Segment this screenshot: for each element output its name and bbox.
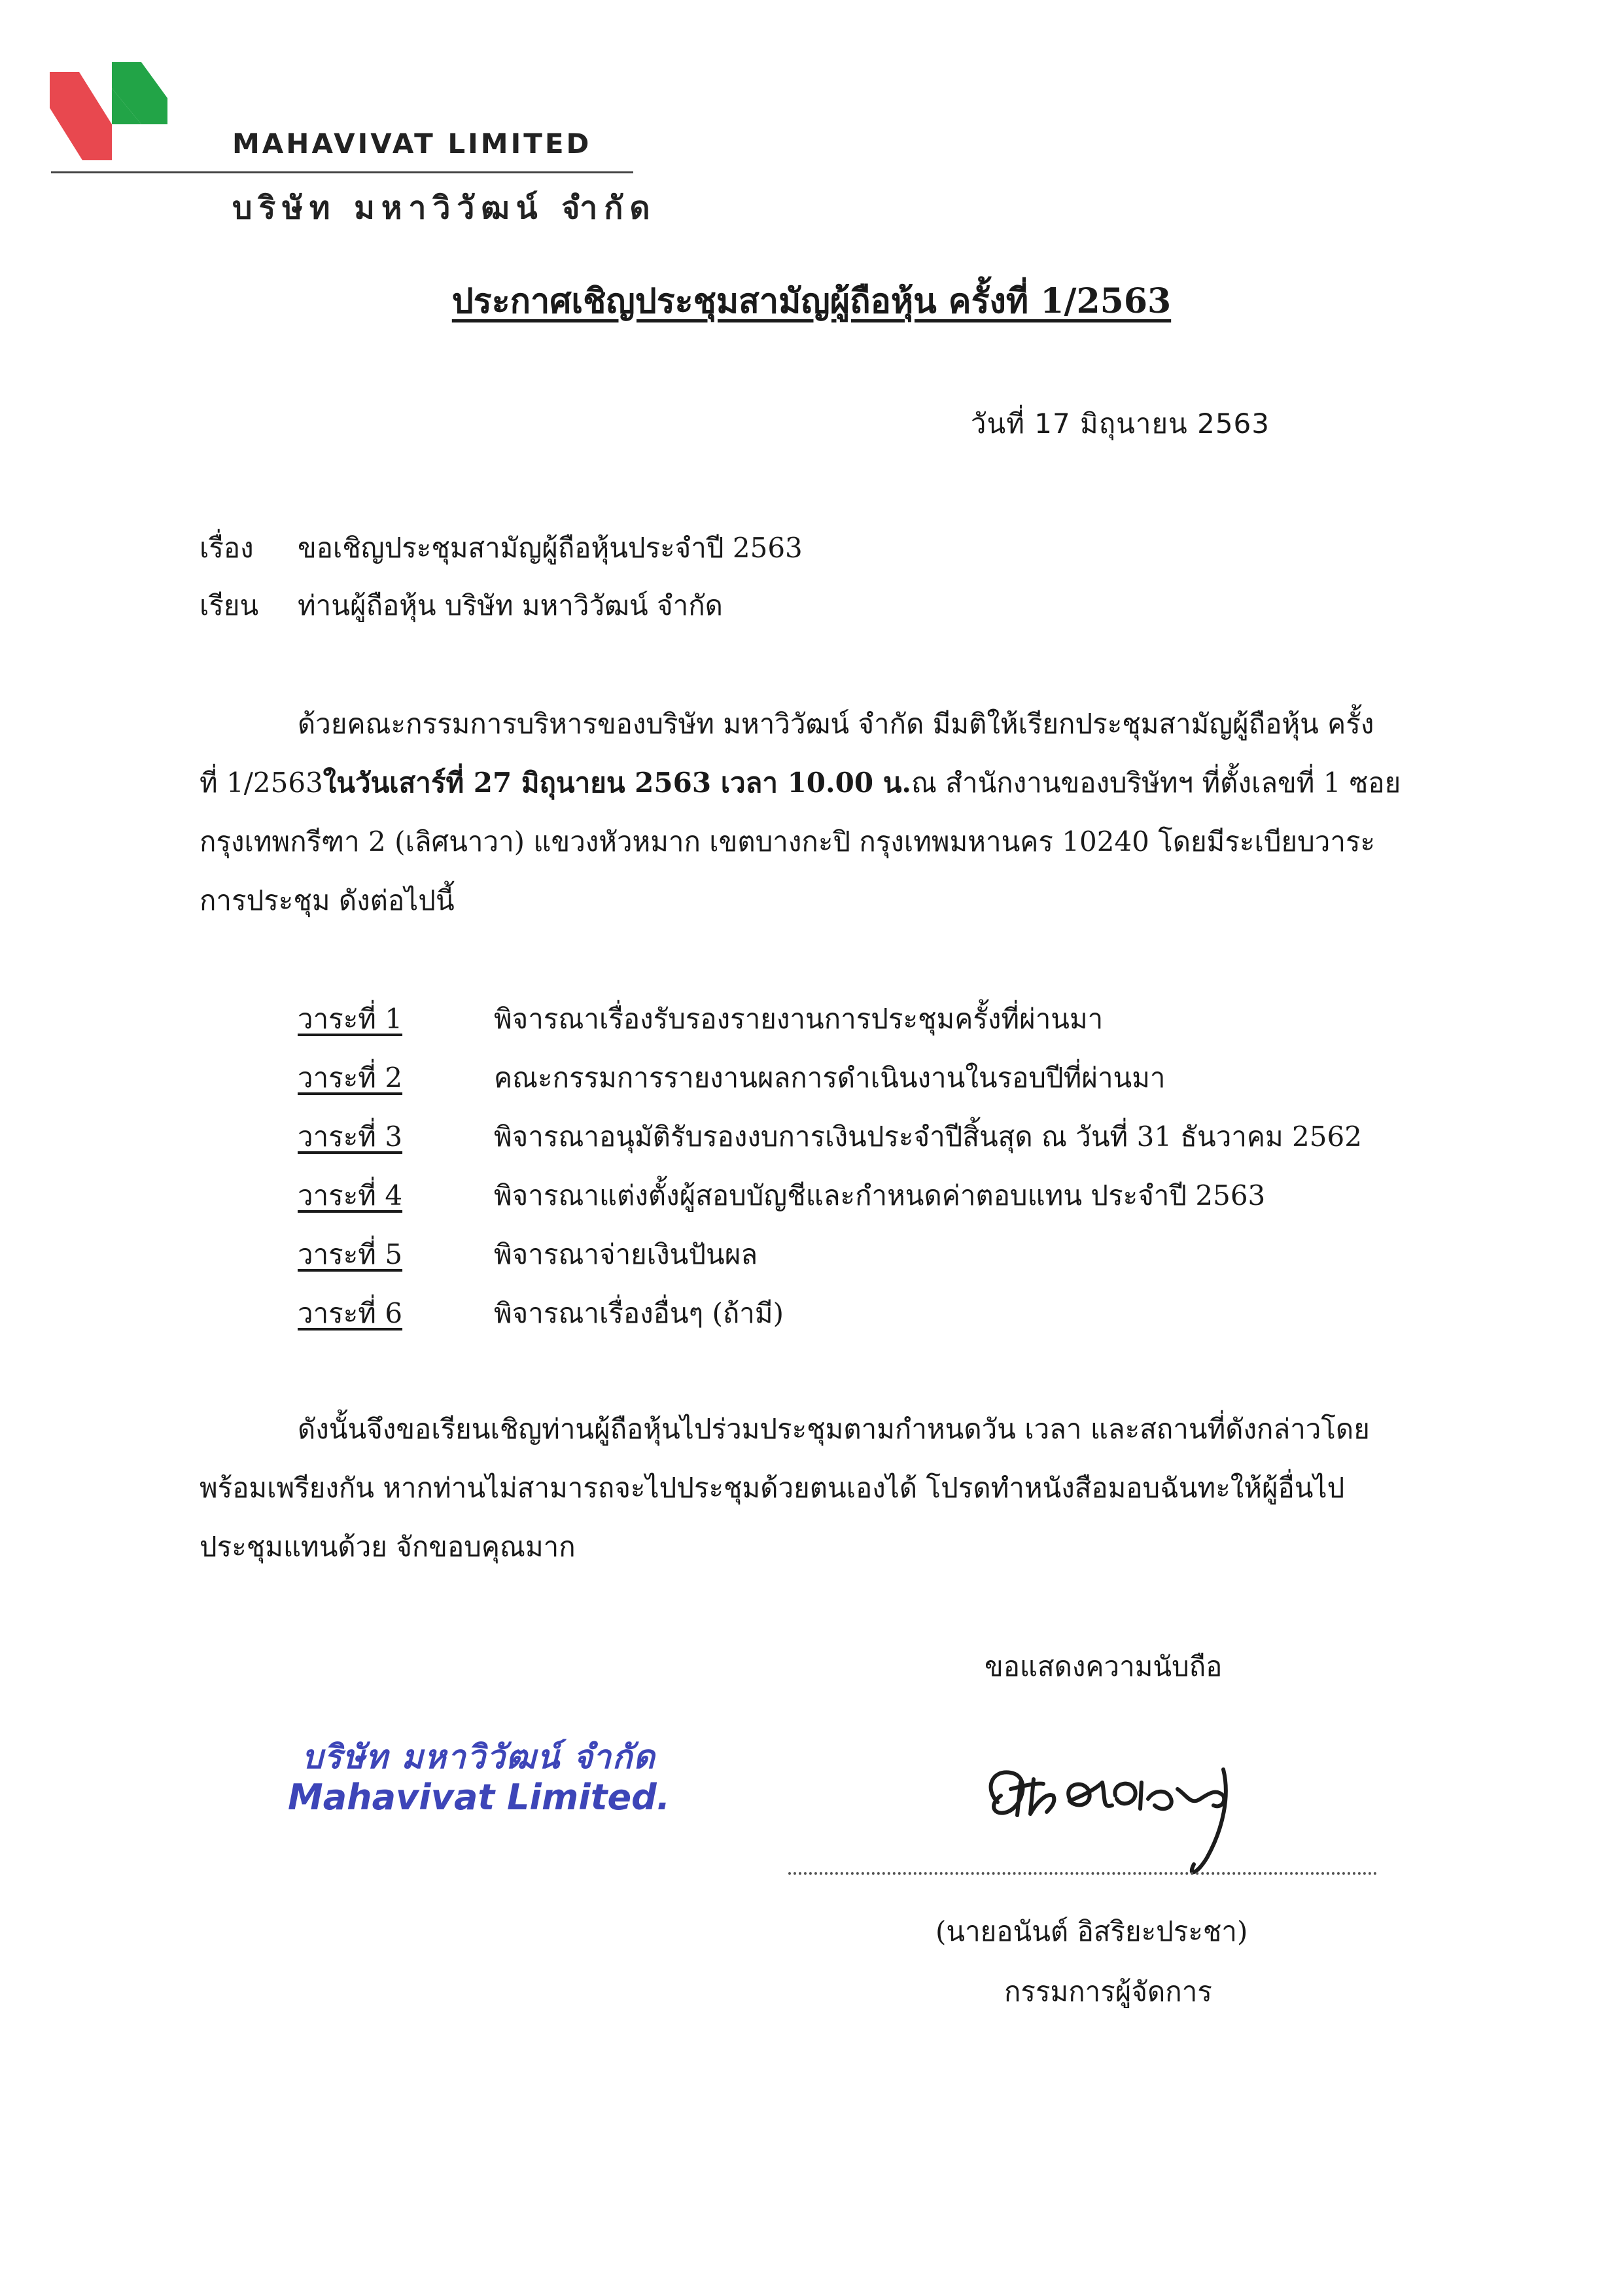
agenda-number: วาระที่ 3	[298, 1121, 403, 1153]
agenda-text: พิจารณาอนุมัติรับรองงบการเงินประจำปีสิ้นสุด ณ วันที่ 31 ธันวาคม 2562	[494, 1121, 1362, 1153]
body-line-2	[200, 754, 1401, 812]
stamp-line-en: Mahavivat Limited.	[288, 1777, 671, 1818]
agenda-item	[298, 1292, 1362, 1351]
document-date: วันที่ 17 มิถุนายน 2563	[970, 408, 1270, 440]
agenda-text: พิจารณาจ่ายเงินปันผล	[494, 1238, 758, 1270]
agenda-item	[298, 1115, 1362, 1174]
agenda-number: วาระที่ 2	[298, 1062, 403, 1094]
signature-line	[788, 1872, 1377, 1875]
sign-off: ขอแสดงความนับถือ	[985, 1650, 1223, 1682]
agenda-number: วาระที่ 1	[298, 1003, 403, 1035]
body-meeting-datetime: ในวันเสาร์ที่ 27 มิถุนายน 2563 เวลา 10.00 น.	[323, 767, 912, 799]
body-line-4: การประชุม ดังต่อไปนี้	[200, 884, 455, 916]
company-logo	[50, 62, 167, 160]
body-meeting-no: ที่ 1/2563	[200, 767, 323, 799]
body-line-3: กรุงเทพกรีฑา 2 (เลิศนาวา) แขวงหัวหมาก เขตบางกะปิ กรุงเทพมหานคร 10240 โดยมีระเบียบวาระ	[200, 826, 1376, 858]
agenda-item	[298, 998, 1362, 1056]
body-paragraph	[200, 695, 1401, 930]
signer-position: กรรมการผู้จัดการ	[1004, 1975, 1212, 2008]
document-title: ประกาศเชิญประชุมสามัญผู้ถือหุ้น ครั้งที่ 1/2563	[451, 281, 1172, 321]
agenda-number: วาระที่ 4	[298, 1179, 403, 1211]
agenda-item	[298, 1174, 1362, 1233]
subject-line	[200, 527, 803, 570]
agenda-list	[298, 998, 1362, 1351]
letterhead-divider	[51, 171, 633, 173]
recipient-line	[200, 584, 723, 627]
handwritten-signature	[971, 1743, 1272, 1881]
agenda-text: พิจารณาเรื่องอื่นๆ (ถ้ามี)	[494, 1297, 784, 1329]
recipient-text: ท่านผู้ถือหุ้น บริษัท มหาวิวัฒน์ จำกัด	[298, 589, 723, 621]
agenda-text: พิจารณาแต่งตั้งผู้สอบบัญชีและกำหนดค่าตอบแทน ประจำปี 2563	[494, 1179, 1266, 1211]
closing-line-2: พร้อมเพรียงกัน หากท่านไม่สามารถจะไปประชุมด้วยตนเองได้ โปรดทำหนังสือมอบฉันทะให้ผู้อื่นไป	[200, 1472, 1345, 1504]
body-meeting-place: ณ สำนักงานของบริษัทฯ ที่ตั้งเลขที่ 1 ซอย	[911, 767, 1401, 799]
subject-text: ขอเชิญประชุมสามัญผู้ถือหุ้นประจำปี 2563	[298, 532, 803, 564]
recipient-label: เรียน	[200, 589, 259, 621]
agenda-item	[298, 1233, 1362, 1292]
agenda-text: พิจารณาเรื่องรับรองรายงานการประชุมครั้งที่ผ่านมา	[494, 1003, 1104, 1035]
subject-label: เรื่อง	[200, 532, 254, 564]
body-line-1: ด้วยคณะกรรมการบริหารของบริษัท มหาวิวัฒน์ จำกัด มีมติให้เรียกประชุมสามัญผู้ถือหุ้น ครั้ง	[298, 708, 1374, 740]
closing-line-3: ประชุมแทนด้วย จักขอบคุณมาก	[200, 1531, 576, 1563]
closing-line-1: ดังนั้นจึงขอเรียนเชิญท่านผู้ถือหุ้นไปร่วมประชุมตามกำหนดวัน เวลา และสถานที่ดังกล่าวโดย	[298, 1413, 1370, 1445]
agenda-text: คณะกรรมการรายงานผลการดำเนินงานในรอบปีที่ผ่านมา	[494, 1062, 1166, 1094]
company-name-th: บริษัท มหาวิวัฒน์ จำกัด	[232, 190, 657, 226]
agenda-number: วาระที่ 6	[298, 1297, 403, 1329]
agenda-number: วาระที่ 5	[298, 1238, 403, 1270]
agenda-item	[298, 1056, 1362, 1115]
stamp-line-th: บริษัท มหาวิวัฒน์ จำกัด	[302, 1738, 656, 1776]
company-name-en: MAHAVIVAT LIMITED	[232, 128, 592, 160]
closing-paragraph	[200, 1400, 1397, 1576]
company-stamp	[288, 1737, 670, 1818]
signer-name: (นายอนันต์ อิสริยะประชา)	[935, 1915, 1248, 1947]
